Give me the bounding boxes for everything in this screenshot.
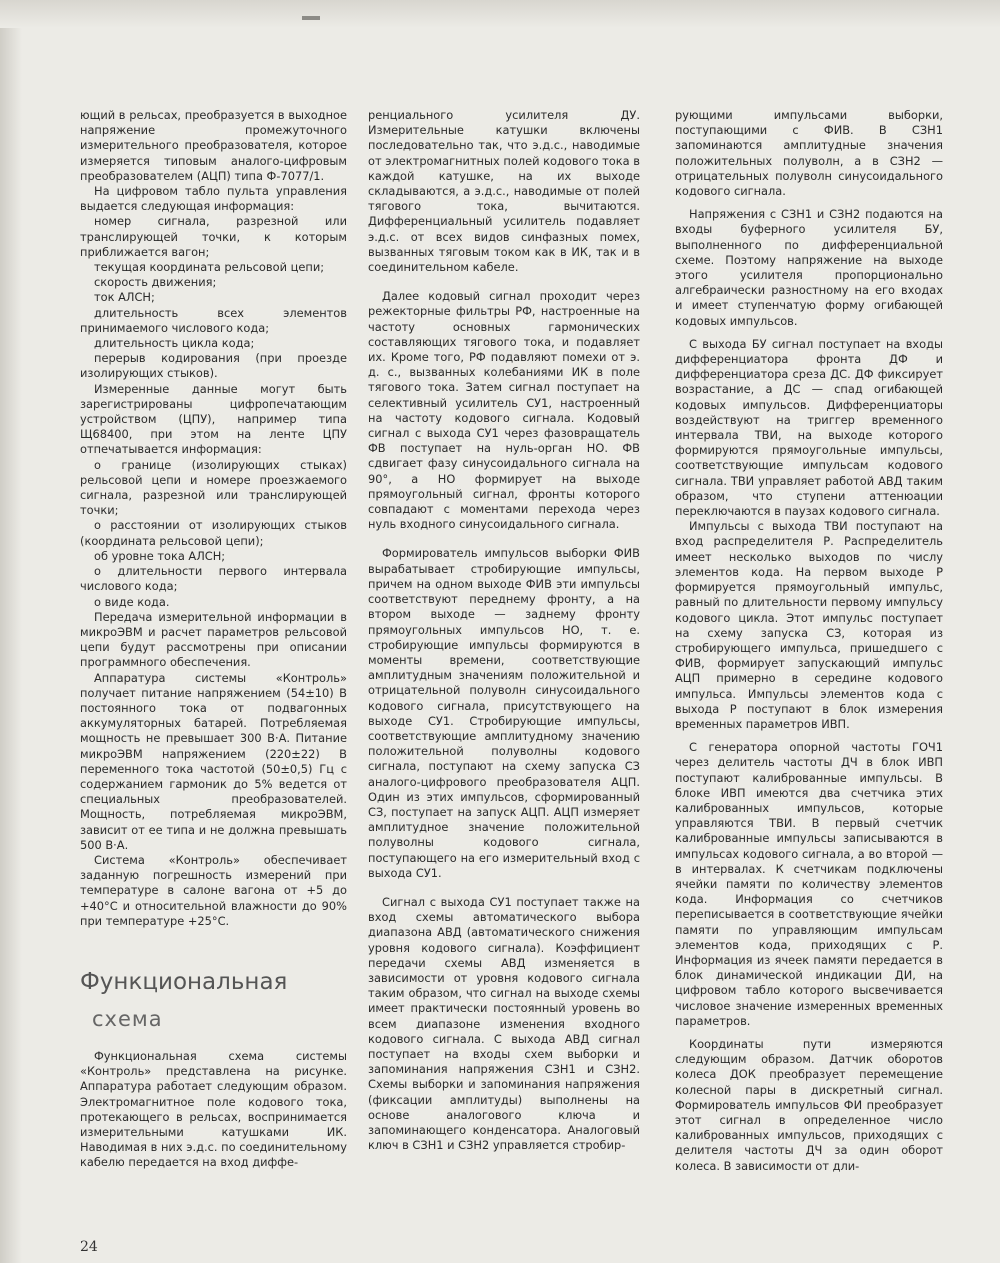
paragraph: Координаты пути измеряются следующим образом. Датчик оборотов колеса ДОК преобразует перемещение колесной пары в дискретный сигнал. Формирователь импульсов ФИ преобразует этот сигнал в определенное число калиброванных импульсов, приходящих с делителя частоты ДЧ за один оборот колеса. В зависимости от дли- xyxy=(675,1036,943,1173)
paragraph: ющий в рельсах, преобразуется в выходное напряжение промежуточного измерительного преобразователя, которое измеряется типовым аналого-цифровым преобразователем (АЦП) типа Ф-7077/1. xyxy=(80,108,347,183)
paragraph: На цифровом табло пульта управления выдается следующая информация: xyxy=(80,184,347,214)
list-item: перерыв кодирования (при проезде изолирующих стыков). xyxy=(80,351,347,381)
text-column-1 xyxy=(80,108,347,1171)
list-item: о виде кода. xyxy=(94,594,170,609)
list-item: ток АЛСН; xyxy=(94,290,155,305)
list-item: номер сигнала, разрезной или транслирующей точки, к которым приближается вагон; xyxy=(80,214,347,259)
paragraph: Напряжения с СЗН1 и СЗН2 подаются на входы буферного усилителя БУ, выполненного по дифференциальной схеме. Поэтому напряжение на выходе этого усилителя пропорционально алгебраически разностному на его входах и имеет ступенчатую форму огибающей кодовых импульсов. xyxy=(675,207,943,328)
paragraph: Функциональная схема системы «Контроль» представлена на рисунке. Аппаратура работает следующим образом. Электромагнитное поле кодового тока, протекающего в рельсах, воспринимается измерительными катушками ИК. Наводимая в них э.д.с. по соединительному кабелю передается на вход диффе- xyxy=(80,1048,347,1170)
paragraph: Измеренные данные могут быть зарегистрированы цифропечатающим устройством (ЦПУ), например типа Щ68400, при этом на ленте ЦПУ отпечатывается информация: xyxy=(80,381,347,457)
paragraph: Формирователь импульсов выборки ФИВ вырабатывает стробирующие импульсы, причем на одном выходе ФИВ эти импульсы соответствуют переднему фронту, а на втором выходе — заднему фронту прямоугольных импульсов НО, т. е. стробирующие импульсы формируются в моменты времени, соответствующие амплитудным значениям положительной и отрицательной полуволн синусоидального кодового сигнала, присутствующего на выходе СУ1. Стробирующие импульсы, соответствующие амплитудному значению положительной полуволны кодового сигнала, поступают на схему запуска СЗ аналого-цифрового преобразователя АЦП. Один из этих импульсов, сформированный СЗ, поступает на запуск АЦП. АЦП измеряет амплитудное значение положительной полуволны кодового сигнала, поступающего на его измерительный вход с выхода СУ1. xyxy=(368,546,640,880)
paragraph: С выхода БУ сигнал поступает на входы дифференциатора фронта ДФ и дифференциатора среза ДС. ДФ фиксирует возрастание, а ДС — спад огибающей кодовых импульсов. Дифференциаторы воздействуют на триггер временного интервала ТВИ, на выходе которого формируются прямоугольные импульсы, соответствующие импульсам кодового сигнала. ТВИ управляет работой АВД таким образом, что ступени аттенюации переключаются в паузах кодового сигнала. xyxy=(675,336,943,519)
paragraph: Передача измерительной информации в микроЭВМ и расчет параметров рельсовой цепи будут рассмотрены при описании программного обеспечения. xyxy=(80,609,347,670)
paragraph: Импульсы с выхода ТВИ поступают на вход распределителя Р. Распределитель имеет несколько выходов по числу элементов кода. На первом выходе Р формируется прямоугольный импульс, равный по длительности первому импульсу кодового цикла. Этот импульс поступает на схему запуска СЗ, которая из стробирующего импульса, пришедшего с ФИВ, формирует запускающий импульс АЦП примерно в середине кодового импульса. Импульсы элементов кода с выхода Р поступают в блок измерения временных параметров ИВП. xyxy=(675,519,943,731)
page-top-shadow xyxy=(0,0,1000,28)
page-edge-shadow xyxy=(0,0,22,1263)
section-heading: Функциональная xyxy=(80,968,288,995)
paragraph: ренциального усилителя ДУ. Измерительные катушки включены последовательно так, что э.д.с., наводимые от электромагнитных полей кодового тока в каждой катушке, на их выходе складываются, а э.д.с., наводимые от полей тягового тока, вычитаются. Дифференциальный усилитель подавляет э.д.с. от всех видов синфазных помех, вызванных тяговым током как в ИК, так и в соединительном кабеле. xyxy=(368,108,640,275)
text-column-3 xyxy=(675,108,943,1174)
list-item: об уровне тока АЛСН; xyxy=(94,548,226,563)
list-item: о расстоянии от изолирующих стыков (координата рельсовой цепи); xyxy=(80,518,347,548)
paragraph: Далее кодовый сигнал проходит через режекторные фильтры РФ, настроенные на частоту основных гармонических составляющих тягового тока, и подавляет их. Кроме того, РФ подавляют помехи от э. д. с., вызванных колебаниями ИК в поле тягового тока. Затем сигнал поступает на селективный усилитель СУ1, настроенный на частоту кодового сигнала. Кодовый сигнал с выхода СУ1 через фазовращатель ФВ поступает на нуль-орган НО. ФВ сдвигает фазу синусоидального сигнала на 90°, а НО формирует на выходе прямоугольный сигнал, фронты которого совпадают с моментами перехода через нуль входного синусоидального сигнала. xyxy=(368,289,640,532)
paragraph: С генератора опорной частоты ГОЧ1 через делитель частоты ДЧ в блок ИВП поступают калиброванные импульсы. В блоке ИВП имеются два счетчика этих калиброванных импульсов, которые управляются ТВИ. В первый счетчик калиброванные импульсы записываются в импульсах кодового сигнала, а во второй — в интервалах. К счетчикам подключены ячейки памяти по количеству элементов кода. Информация со счетчиков переписывается в соответствующие ячейки памяти по управляющим импульсам элементов кода, приходящих с Р. Информация из ячеек памяти передается в блок динамической индикации ДИ, на цифровом табло которого высвечивается числовое значение измеренных временных параметров. xyxy=(675,740,943,1028)
list-item: о границе (изолирующих стыках) рельсовой цепи и номере проезжаемого сигнала, разрезной или транслирующей точки; xyxy=(80,457,347,518)
list-item: длительность цикла кода; xyxy=(94,336,255,351)
list-item: о длительности первого интервала числового кода; xyxy=(80,564,347,594)
page-number: 24 xyxy=(80,1239,98,1255)
paragraph: рующими импульсами выборки, поступающими с ФИВ. В СЗН1 запоминаются амплитудные значения положительных полуволн, а в СЗН2 — отрицательных полуволн синусоидального кодового сигнала. xyxy=(675,108,943,199)
section-subheading: схема xyxy=(92,1006,163,1031)
top-mark xyxy=(302,16,320,20)
list-item: скорость движения; xyxy=(94,275,217,290)
paragraph: Аппаратура системы «Контроль» получает питание напряжением (54±10) В постоянного тока от подвагонных аккумуляторных батарей. Потребляемая мощность не превышает 300 В·А. Питание микроЭВМ напряжением (220±22) В переменного тока частотой (50±0,5) Гц с содержанием гармоник до 5% ведется от специальных преобразователей. Мощность, потребляемая микроЭВМ, зависит от ее типа и не должна превышать 500 В·А. xyxy=(80,670,347,852)
paragraph: Сигнал с выхода СУ1 поступает также на вход схемы автоматического выбора диапазона АВД (автоматического снижения уровня кодового сигнала). Коэффициент передачи схемы АВД изменяется в зависимости от уровня кодового сигнала таким образом, что сигнал на выходе схемы имеет практически постоянный уровень во всем диапазоне изменения входного кодового сигнала. С выхода АВД сигнал поступает на входы схем выборки и запоминания напряжения СЗН1 и СЗН2. Схемы выборки и запоминания напряжения (фиксации амплитуды) выполнены на основе аналогового ключа и запоминающего конденсатора. Аналоговый ключ в СЗН1 и СЗН2 управляется стробир- xyxy=(368,894,640,1153)
list-item: длительность всех элементов принимаемого числового кода; xyxy=(80,305,347,335)
list-item: текущая координата рельсовой цепи; xyxy=(94,260,325,275)
paragraph: Система «Контроль» обеспечивает заданную погрешность измерений при температуре в салоне вагона от +5 до +40°С и относительной влажности до 90% при температуре +25°С. xyxy=(80,852,347,928)
text-column-2 xyxy=(368,108,640,1153)
